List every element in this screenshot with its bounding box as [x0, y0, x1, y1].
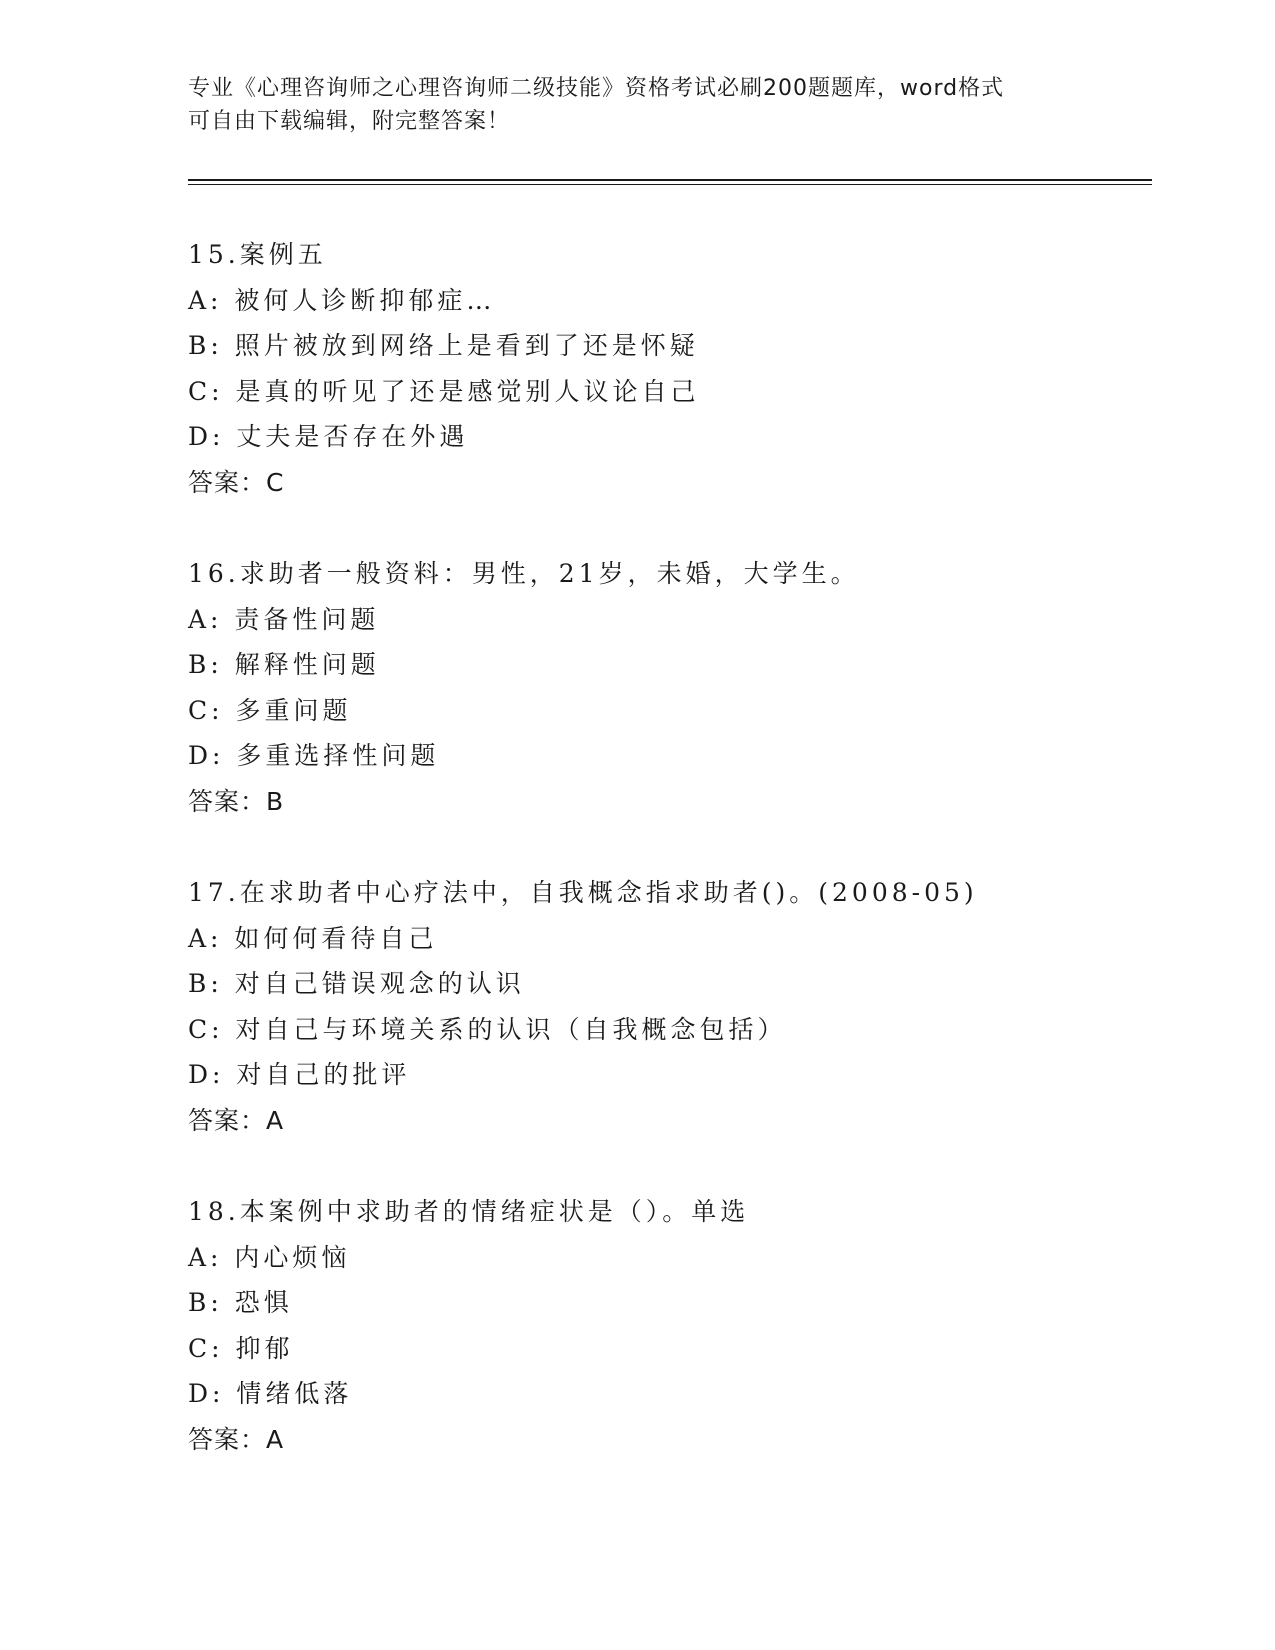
- option-c: C: 抑郁: [188, 1333, 294, 1363]
- option-a: A: 责备性问题: [188, 604, 380, 634]
- document-header: [188, 72, 1068, 138]
- option-d: D: 情绪低落: [188, 1379, 353, 1408]
- answer: 答案：B: [188, 786, 285, 816]
- option-c: C: 多重问题: [188, 695, 352, 725]
- option-b: B: 解释性问题: [188, 650, 380, 679]
- header-divider-thick: [188, 179, 1152, 181]
- option-a: A: 如何何看待自己: [188, 923, 438, 953]
- question-list: [188, 232, 1152, 1508]
- option-c: C: 是真的听见了还是感觉别人议论自己: [188, 376, 700, 406]
- question-17: [188, 870, 1152, 1143]
- option-d: D: 丈夫是否存在外遇: [188, 422, 469, 451]
- question-16: [188, 551, 1152, 824]
- option-a: A: 被何人诊断抑郁症…: [188, 285, 496, 315]
- option-b: B: 对自己错误观念的认识: [188, 969, 525, 998]
- question-18: [188, 1189, 1152, 1462]
- header-title-line-2: 可自由下载编辑，附完整答案！: [188, 109, 511, 134]
- option-d: D: 多重选择性问题: [188, 741, 440, 770]
- question-stem: 18.本案例中求助者的情绪症状是（）。单选: [188, 1197, 750, 1226]
- option-b: B: 照片被放到网络上是看到了还是怀疑: [188, 331, 699, 360]
- answer: 答案：A: [188, 1105, 285, 1135]
- header-divider-thin: [188, 184, 1152, 185]
- header-title-line-1: 专业《心理咨询师之心理咨询师二级技能》资格考试必刷200题题库，word格式: [188, 76, 1005, 101]
- question-stem: 17.在求助者中心疗法中，自我概念指求助者()。(2008-05): [188, 878, 978, 907]
- question-15: [188, 232, 1152, 505]
- option-a: A: 内心烦恼: [188, 1242, 351, 1272]
- answer: 答案：C: [188, 467, 285, 497]
- question-stem: 15.案例五: [188, 240, 327, 269]
- option-c: C: 对自己与环境关系的认识（自我概念包括）: [188, 1014, 787, 1044]
- option-d: D: 对自己的批评: [188, 1060, 411, 1089]
- answer: 答案：A: [188, 1424, 285, 1454]
- option-b: B: 恐惧: [188, 1288, 293, 1317]
- question-stem: 16.求助者一般资料：男性，21岁，未婚，大学生。: [188, 559, 860, 588]
